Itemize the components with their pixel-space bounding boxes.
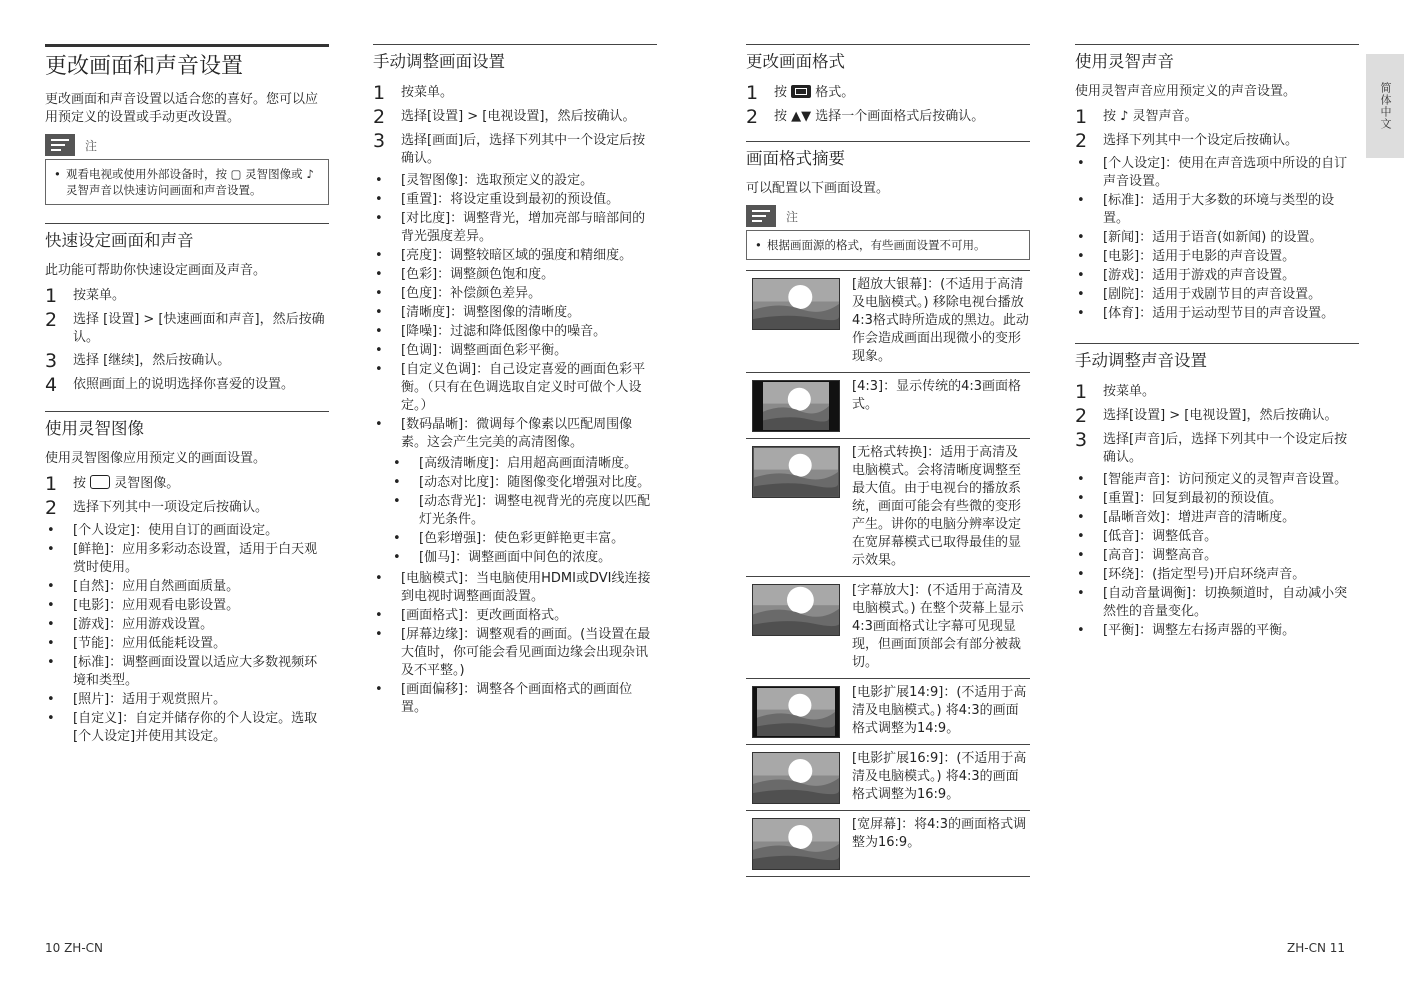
tv-picture-icon [90, 475, 110, 489]
smart-sound-intro: 使用灵智声音应用预定义的声音设置。 [1075, 84, 1297, 99]
main-title: 更改画面和声音设置 [45, 44, 329, 81]
list-item: • [屏幕边缘]：调整观看的画面。(当设置在最大值时，你可能会看见画面边缘会出现杂讯及不平整。) [373, 626, 657, 680]
step: 1 按菜单。 [45, 285, 126, 307]
list-item: • [灵智图像]：选取预定义的設定。 [373, 172, 657, 190]
list-item: • [新闻]：适用于语音(如新闻) 的设置。 [1075, 229, 1359, 247]
step: 2 选择下列其中一个设定后按确认。 [1075, 130, 1299, 152]
note-header [746, 204, 1030, 228]
list-item: • [亮度]：调整较暗区域的强度和精细度。 [373, 247, 657, 265]
list-item: • [重置]：将设定重设到最初的预设值。 [373, 191, 657, 209]
format-thumbnail [752, 752, 840, 804]
list-item: • [自定义色调]：自己设定喜爱的画面色彩平衡。（只有在色调选取自定义时可做个人设定。） [373, 361, 657, 415]
list-item: • [色彩]：调整颜色饱和度。 [373, 266, 657, 284]
list-item: • [动态对比度]：随图像变化增强对比度。 [373, 474, 657, 492]
list-item: • [色度]：补偿颜色差异。 [373, 285, 657, 303]
list-item: • [鲜艳]：应用多彩动态设置，适用于白天观赏时使用。 [45, 541, 329, 577]
list-item: • [画面偏移]：调整各个画面格式的画面位置。 [373, 681, 657, 717]
note-text: • 观看电视或使用外部设备时，按 ▢ 灵智图像或 ♪ 灵智声音以快速访问画面和声音设置。 [54, 166, 320, 198]
list-item: • [平衡]：调整左右扬声器的平衡。 [1075, 622, 1359, 640]
intro-text: 更改画面和声音设置以适合您的喜好。您可以应用预定义的设置或手动更改设置。 [45, 92, 319, 125]
list-item: • [智能声音]：访问预定义的灵智声音设置。 [1075, 471, 1359, 489]
footer-right: ZH-CN 11 [1287, 941, 1346, 955]
picture-settings-list-2 [373, 570, 657, 717]
list-item: • [自动音量调衡]：切换频道时，自动减小突然性的音量变化。 [1075, 585, 1359, 621]
format-row: [字幕放大]：(不适用于高清及电脑模式。) 在整个荧幕上显示4:3画面格式让字幕可见现显现，但画面顶部会有部分被裁切。 [746, 576, 1030, 678]
step: 2 按 ▲▼ 选择一个画面格式后按确认。 [746, 106, 985, 128]
list-item: • [高音]：调整高音。 [1075, 547, 1359, 565]
format-row: [4:3]：显示传统的4:3画面格式。 [746, 372, 1030, 438]
step: 1 按 格式。 [746, 82, 855, 104]
list-item: • [清晰度]：调整图像的清晰度。 [373, 304, 657, 322]
step: 3 选择[画面]后，选择下列其中一个设定后按确认。 [373, 130, 646, 166]
column-3 [746, 44, 1030, 877]
section-title-smart-picture: 使用灵智图像 [45, 411, 329, 440]
step: 2 选择[设置] > [电视设置]，然后按确认。 [1075, 405, 1338, 427]
step: 1 按 ♪ 灵智声音。 [1075, 106, 1198, 128]
step: 1 按菜单。 [373, 82, 454, 104]
list-item: • [伽马]：调整画面中间色的浓度。 [373, 549, 657, 567]
note-label: 注 [85, 138, 98, 153]
format-thumbnail [752, 818, 840, 870]
note-icon [45, 134, 75, 156]
column-4 [1075, 44, 1359, 643]
list-item: • [动态背光]：调整电视背光的亮度以匹配灯光条件。 [373, 493, 657, 529]
list-item: • [环绕]：(指定型号)开启环绕声音。 [1075, 566, 1359, 584]
section-title-format: 更改画面格式 [746, 44, 1030, 73]
format-thumbnail [752, 380, 840, 432]
list-item: • [高级清晰度]：启用超高画面清晰度。 [373, 455, 657, 473]
footer-left: 10 ZH-CN [45, 941, 104, 955]
section-title-format-summary: 画面格式摘要 [746, 141, 1030, 170]
list-item: • [电影]：适用于电影的声音设置。 [1075, 248, 1359, 266]
format-thumbnail [752, 446, 840, 498]
list-item: • [色彩增强]：使色彩更鲜艳更丰富。 [373, 530, 657, 548]
column-1 [45, 44, 329, 749]
list-item: • [游戏]：应用游戏设置。 [45, 616, 329, 634]
section-title-smart-sound: 使用灵智声音 [1075, 44, 1359, 73]
list-item: • [画面格式]：更改画面格式。 [373, 607, 657, 625]
quick-intro: 此功能可帮助你快速设定画面及声音。 [45, 263, 267, 278]
format-row: [电影扩展14:9]：(不适用于高清及电脑模式。) 将4:3的画面格式调整为14:9。 [746, 678, 1030, 744]
format-row: [超放大银幕]：(不适用于高清及电脑模式。) 移除电视台播放4:3格式時所造成的黑边。此动作会造成画面出现微小的变形现象。 [746, 270, 1030, 372]
note-text: • 根据画面源的格式，有些画面设置不可用。 [755, 237, 1021, 253]
column-2 [373, 44, 657, 720]
pixel-plus-sub-list [373, 455, 657, 567]
list-item: • [电脑模式]：当电脑使用HDMI或DVI线连接到电视时调整画面設置。 [373, 570, 657, 606]
sound-settings-list [1075, 471, 1359, 640]
format-thumbnail [752, 686, 840, 738]
list-item: • [自定义]：自定并储存你的个人设定。选取[个人设定]并使用其设定。 [45, 710, 329, 746]
step: 1 按 灵智图像。 [45, 473, 180, 495]
list-item: • [标准]：调整画面设置以适应大多数视频环境和类型。 [45, 654, 329, 690]
list-item: • [标准]：适用于大多数的环境与类型的设置。 [1075, 192, 1359, 228]
list-item: • [照片]：适用于观赏照片。 [45, 691, 329, 709]
step: 4 依照画面上的说明选择你喜爱的设置。 [45, 374, 295, 396]
note-header [45, 133, 329, 157]
list-item: • [个人设定]：使用在声音选项中所设的自订声音设置。 [1075, 155, 1359, 191]
list-item: • [色调]：调整画面色彩平衡。 [373, 342, 657, 360]
list-item: • [自然]：应用自然画面质量。 [45, 578, 329, 596]
list-item: • [个人设定]：使用自订的画面设定。 [45, 522, 329, 540]
note-box [746, 230, 1030, 260]
smart-picture-intro: 使用灵智图像应用预定义的画面设置。 [45, 451, 267, 466]
list-item: • [节能]：应用低能耗设置。 [45, 635, 329, 653]
note-box [45, 159, 329, 205]
format-thumbnail [752, 278, 840, 330]
step: 2 选择下列其中一项设定后按确认。 [45, 497, 269, 519]
smart-sound-list [1075, 155, 1359, 323]
list-item: • [体育]：适用于运动型节目的声音设置。 [1075, 305, 1359, 323]
step: 3 选择 [继续]，然后按确认。 [45, 350, 231, 372]
list-item: • [晶晰音效]：增进声音的清晰度。 [1075, 509, 1359, 527]
section-title-quick: 快速设定画面和声音 [45, 223, 329, 252]
format-row: [电影扩展16:9]：(不适用于高清及电脑模式。) 将4:3的画面格式调整为16:9。 [746, 744, 1030, 810]
note-label: 注 [786, 209, 799, 224]
format-row: [无格式转换]：适用于高清及电脑模式。会将清晰度调整至最大值。由于电视台的播放系统，画面可能会有些微的变形产生。讲你的电脑分辨率设定在宽屏幕模式已取得最佳的显示效果。 [746, 438, 1030, 576]
section-title-manual-picture: 手动调整画面设置 [373, 44, 657, 73]
list-item: • [数码晶晰]：微调每个像素以匹配周围像素。这会产生完美的高清图像。 [373, 416, 657, 452]
format-icon [791, 85, 811, 98]
step: 2 选择[设置] > [电视设置]，然后按确认。 [373, 106, 636, 128]
list-item: • [游戏]：适用于游戏的声音设置。 [1075, 267, 1359, 285]
list-item: • [对比度]：调整背光，增加亮部与暗部间的背光强度差异。 [373, 210, 657, 246]
list-item: • [电影]：应用观看电影设置。 [45, 597, 329, 615]
section-title-manual-sound: 手动调整声音设置 [1075, 343, 1359, 372]
note-icon [746, 205, 776, 227]
language-side-tab: 简体中文 [1366, 54, 1404, 158]
step: 3 选择[声音]后，选择下列其中一个设定后按确认。 [1075, 429, 1348, 465]
smart-picture-list [45, 522, 329, 746]
list-item: • [降噪]：过滤和降低图像中的噪音。 [373, 323, 657, 341]
list-item: • [剧院]：适用于戏剧节目的声音设置。 [1075, 286, 1359, 304]
list-item: • [重置]：回复到最初的预设值。 [1075, 490, 1359, 508]
format-table [746, 270, 1030, 877]
format-summary-intro: 可以配置以下画面设置。 [746, 181, 890, 196]
step: 2 选择 [设置] > [快速画面和声音]，然后按确认。 [45, 309, 325, 345]
format-thumbnail [752, 584, 840, 636]
list-item: • [低音]：调整低音。 [1075, 528, 1359, 546]
format-row: [宽屏幕]：将4:3的画面格式调整为16:9。 [746, 810, 1030, 877]
step: 1 按菜单。 [1075, 381, 1156, 403]
picture-settings-list [373, 172, 657, 452]
